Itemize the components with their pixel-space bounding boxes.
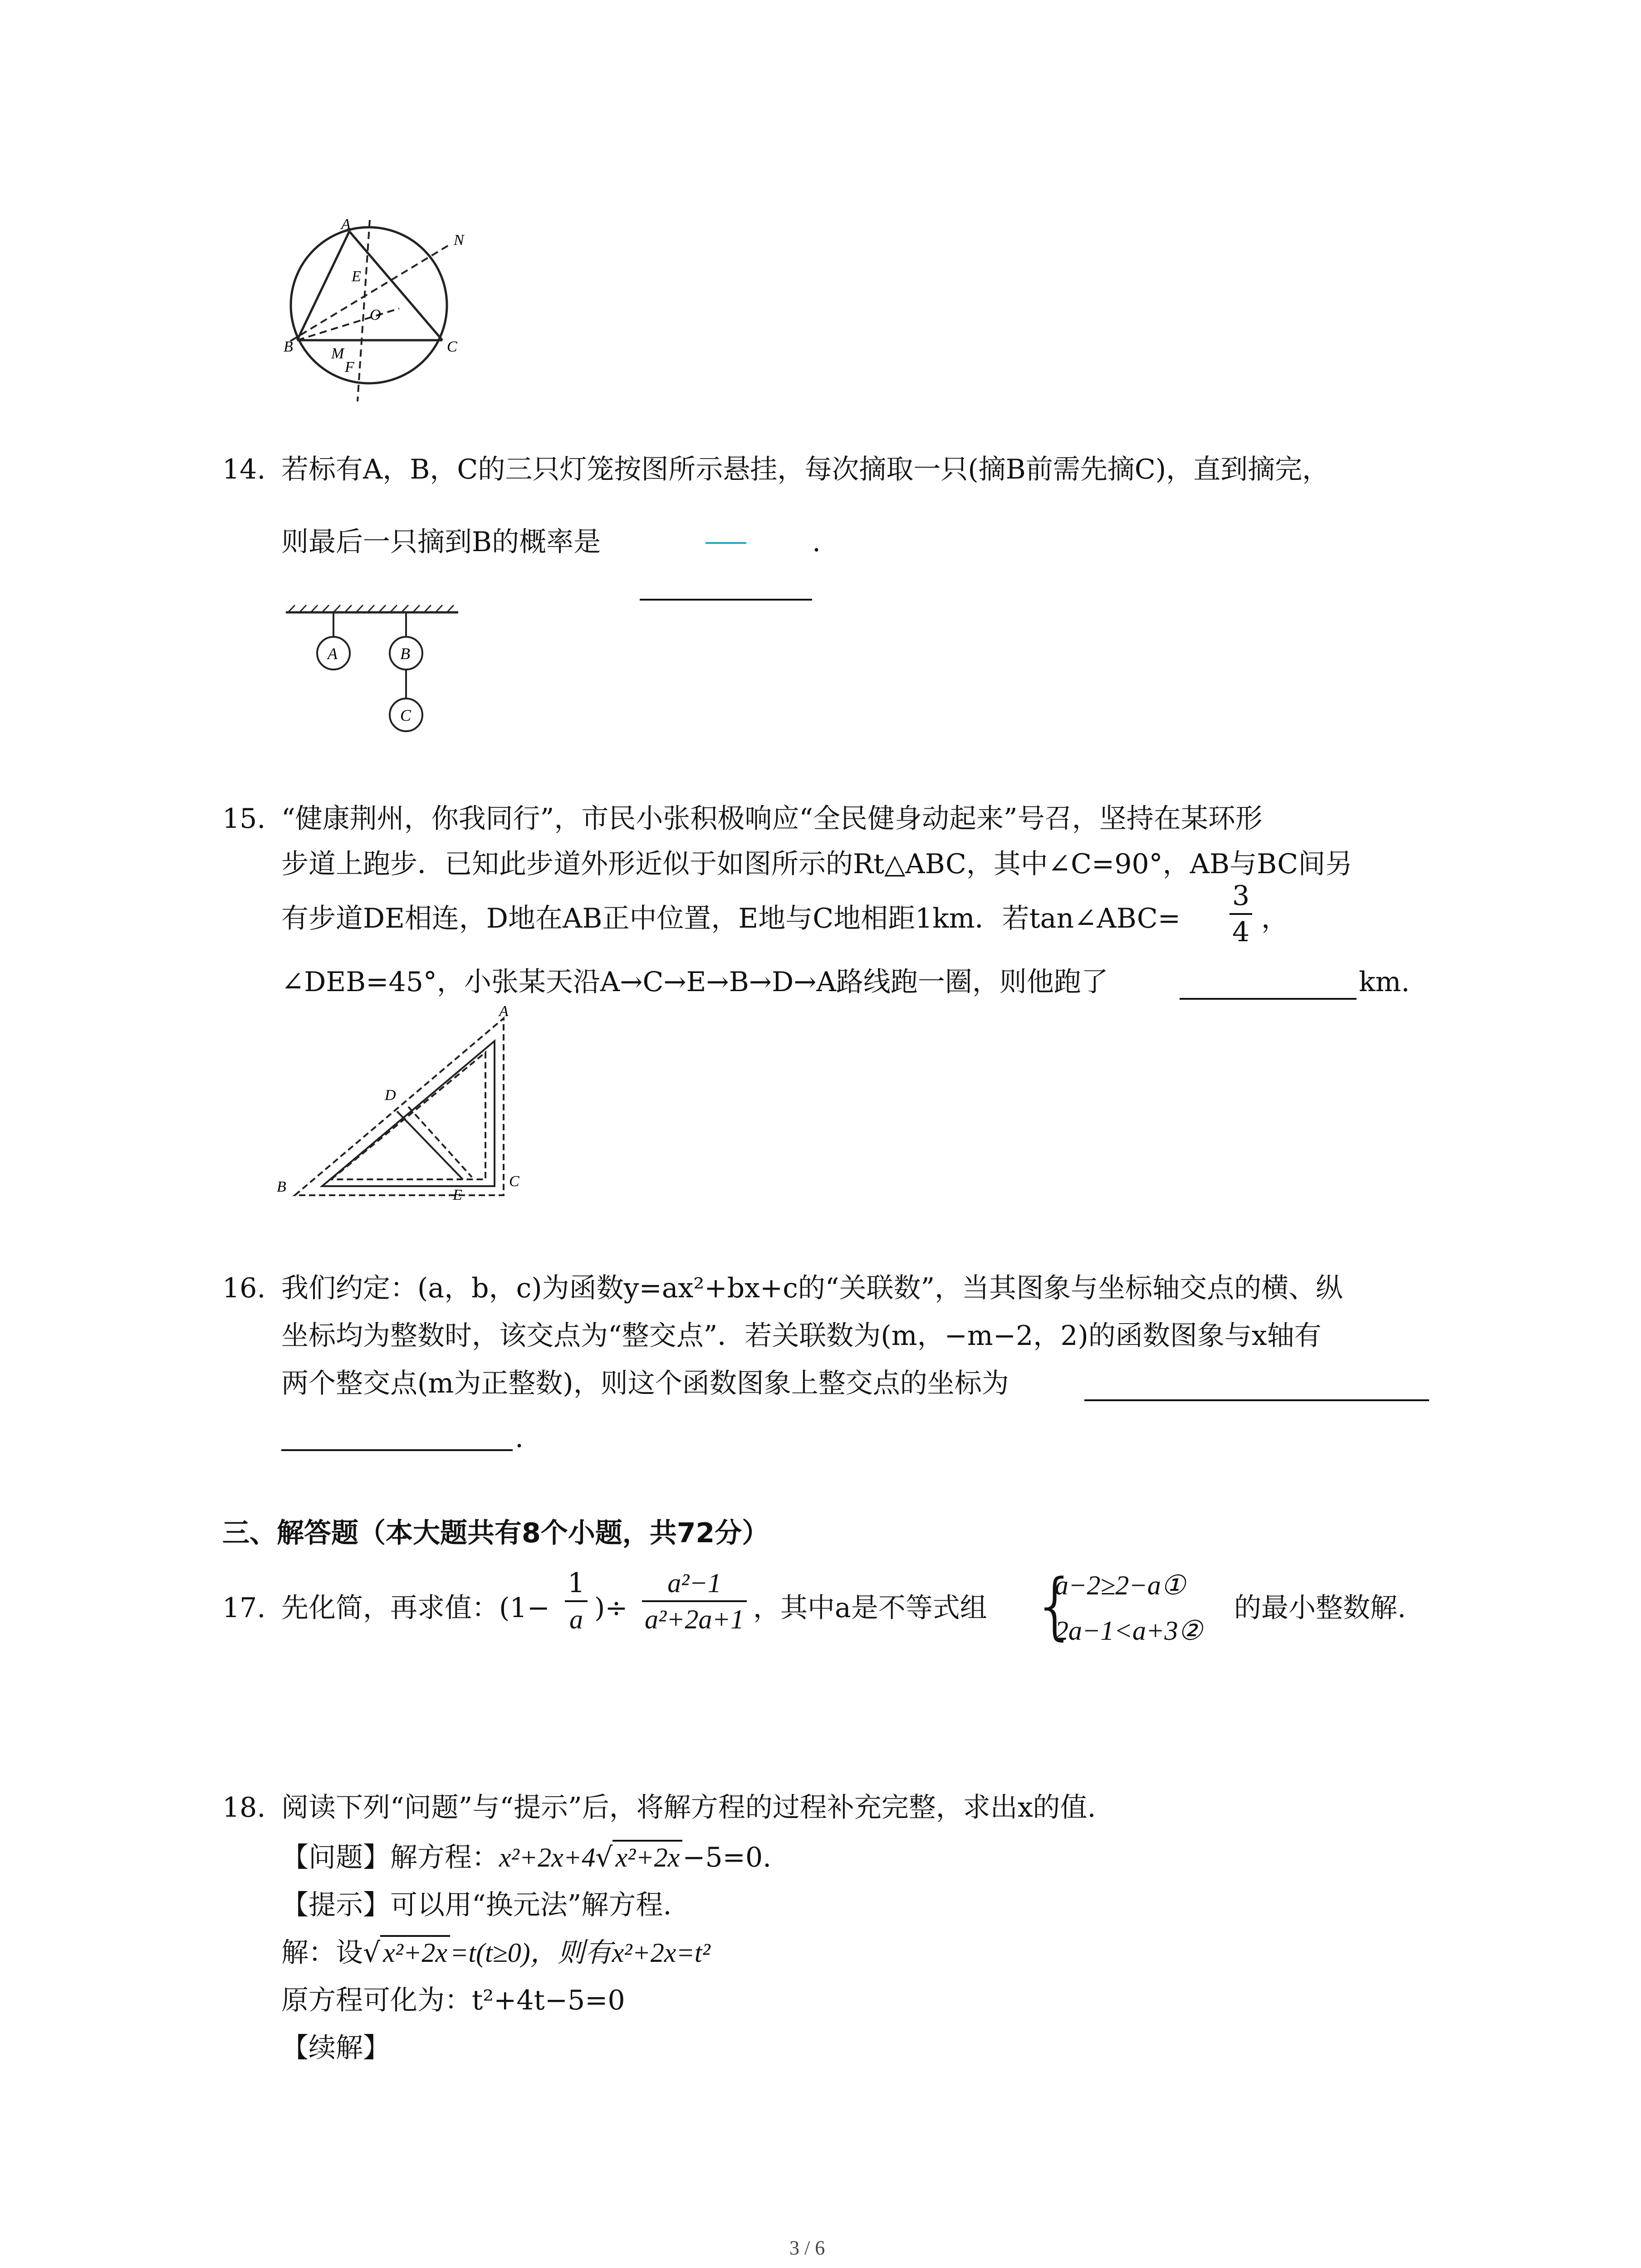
q18-solution-line1 xyxy=(281,1935,710,1971)
q17-fraction-1 xyxy=(565,1569,588,1633)
q17-ineq-1: a−2≥2−a① xyxy=(1055,1570,1185,1600)
q15-fraction xyxy=(1230,882,1252,946)
lantern-b-label: B xyxy=(400,645,410,663)
q17-text-a: 先化简，再求值：(1− xyxy=(281,1592,550,1624)
q15-line4b: km. xyxy=(1359,966,1410,998)
q17-frac2-den: a²+2a+1 xyxy=(645,1604,744,1634)
q18-continue: 【续解】 xyxy=(281,2032,390,2064)
q15-frac-num: 3 xyxy=(1230,882,1252,915)
q18-line1: 阅读下列“问题”与“提示”后，将解方程的过程补充完整，求出x的值. xyxy=(281,1792,1096,1823)
q18-problem-b: −5=0. xyxy=(682,1842,772,1873)
q18-hint: 【提示】可以用“换元法”解方程. xyxy=(281,1889,672,1921)
q17-text-d: 的最小整数解. xyxy=(1234,1592,1406,1624)
q16-line2: 坐标均为整数时，该交点为“整交点”．若关联数为(m，−m−2，2)的函数图象与x轴有 xyxy=(281,1320,1322,1352)
track-label-c: C xyxy=(509,1173,519,1190)
label-b: B xyxy=(284,338,293,355)
label-e: E xyxy=(352,268,361,285)
q16-line3: 两个整交点(m为正整数)，则这个函数图象上整交点的坐标为 xyxy=(281,1368,1009,1399)
figure-running-track xyxy=(272,1005,526,1241)
q15-answer-blank[interactable] xyxy=(1180,998,1357,1000)
label-a: A xyxy=(341,218,351,233)
label-m: M xyxy=(331,345,344,362)
q17-text-c: ，其中a是不等式组 xyxy=(753,1592,987,1624)
q18-problem-radicand: x²+2x xyxy=(612,1840,682,1873)
label-c: C xyxy=(447,338,457,355)
section-3-title: 三、解答题（本大题共有8个小题，共72分） xyxy=(222,1517,769,1549)
sqrt-sign-icon: √ xyxy=(595,1842,613,1873)
q14-line1: 若标有A，B，C的三只灯笼按图所示悬挂，每次摘取一只(摘B前需先摘C)，直到摘完， xyxy=(281,454,1330,485)
q18-problem xyxy=(281,1839,771,1876)
q18-solution-line2: 原方程可化为：t²+4t−5=0 xyxy=(281,1984,625,2016)
q14-end: . xyxy=(812,526,821,558)
q14-answer-blank[interactable] xyxy=(640,599,812,601)
q16-line1: 我们约定：(a，b，c)为函数y=ax²+bx+c的“关联数”，当其图象与坐标轴交点的横、纵 xyxy=(281,1272,1343,1304)
q17-ineq-2: 2a−1<a+3② xyxy=(1055,1616,1203,1646)
q17-frac1-num: 1 xyxy=(565,1569,588,1602)
q15-frac-den: 4 xyxy=(1232,916,1250,948)
q15-line2: 步道上跑步．已知此步道外形近似于如图所示的Rt△ABC，其中∠C=90°，AB与BC间另 xyxy=(281,848,1353,880)
track-label-b: B xyxy=(277,1178,286,1195)
q16-end: . xyxy=(515,1422,524,1454)
q14-dash-mark xyxy=(705,542,746,544)
q18-problem-label: 【问题】解方程： xyxy=(281,1842,499,1873)
figure-circle-triangle xyxy=(272,218,481,408)
track-label-d: D xyxy=(385,1087,396,1104)
figure-lanterns xyxy=(281,603,463,739)
q17-frac2-num: a²−1 xyxy=(642,1569,747,1602)
q15-line3b: ， xyxy=(1261,903,1288,934)
q14-line2: 则最后一只摘到B的概率是 xyxy=(281,526,601,558)
q16-answer-blank-1[interactable] xyxy=(1084,1399,1429,1401)
q17-number: 17. xyxy=(222,1592,266,1624)
track-label-a: A xyxy=(499,1005,509,1020)
q15-line1: “健康荆州，你我同行”，市民小张积极响应“全民健身动起来”号召，坚持在某环形 xyxy=(281,803,1263,835)
q14-number: 14. xyxy=(222,454,266,485)
lantern-a-label: A xyxy=(328,645,338,663)
label-f: F xyxy=(345,359,354,376)
label-o: O xyxy=(370,307,381,323)
q18-problem-a: x²+2x+4 xyxy=(499,1843,596,1872)
track-label-e: E xyxy=(453,1187,462,1203)
sqrt-sign-icon: √ xyxy=(363,1937,381,1969)
q15-line3a: 有步道DE相连，D地在AB正中位置，E地与C地相距1km．若tan∠ABC= xyxy=(281,903,1181,934)
q16-answer-blank-2[interactable] xyxy=(281,1449,513,1451)
q17-frac1-den: a xyxy=(569,1604,583,1634)
q17-brace: { xyxy=(1032,1563,1078,1648)
q17-text-b: )÷ xyxy=(594,1592,628,1624)
q17-fraction-2 xyxy=(642,1569,747,1633)
q16-number: 16. xyxy=(222,1272,266,1304)
label-n: N xyxy=(454,232,464,249)
q18-sol-a: 解：设 xyxy=(281,1937,363,1969)
q18-sol-b: =t(t≥0)，则有x²+2x=t² xyxy=(450,1938,710,1968)
page-number: 3 / 6 xyxy=(789,2237,825,2259)
q15-number: 15. xyxy=(222,803,266,835)
q18-sol-radicand: x²+2x xyxy=(380,1935,450,1969)
q18-number: 18. xyxy=(222,1792,266,1823)
lantern-c-label: C xyxy=(400,706,411,724)
q15-line4a: ∠DEB=45°，小张某天沿A→C→E→B→D→A路线跑一圈，则他跑了 xyxy=(281,966,1108,998)
